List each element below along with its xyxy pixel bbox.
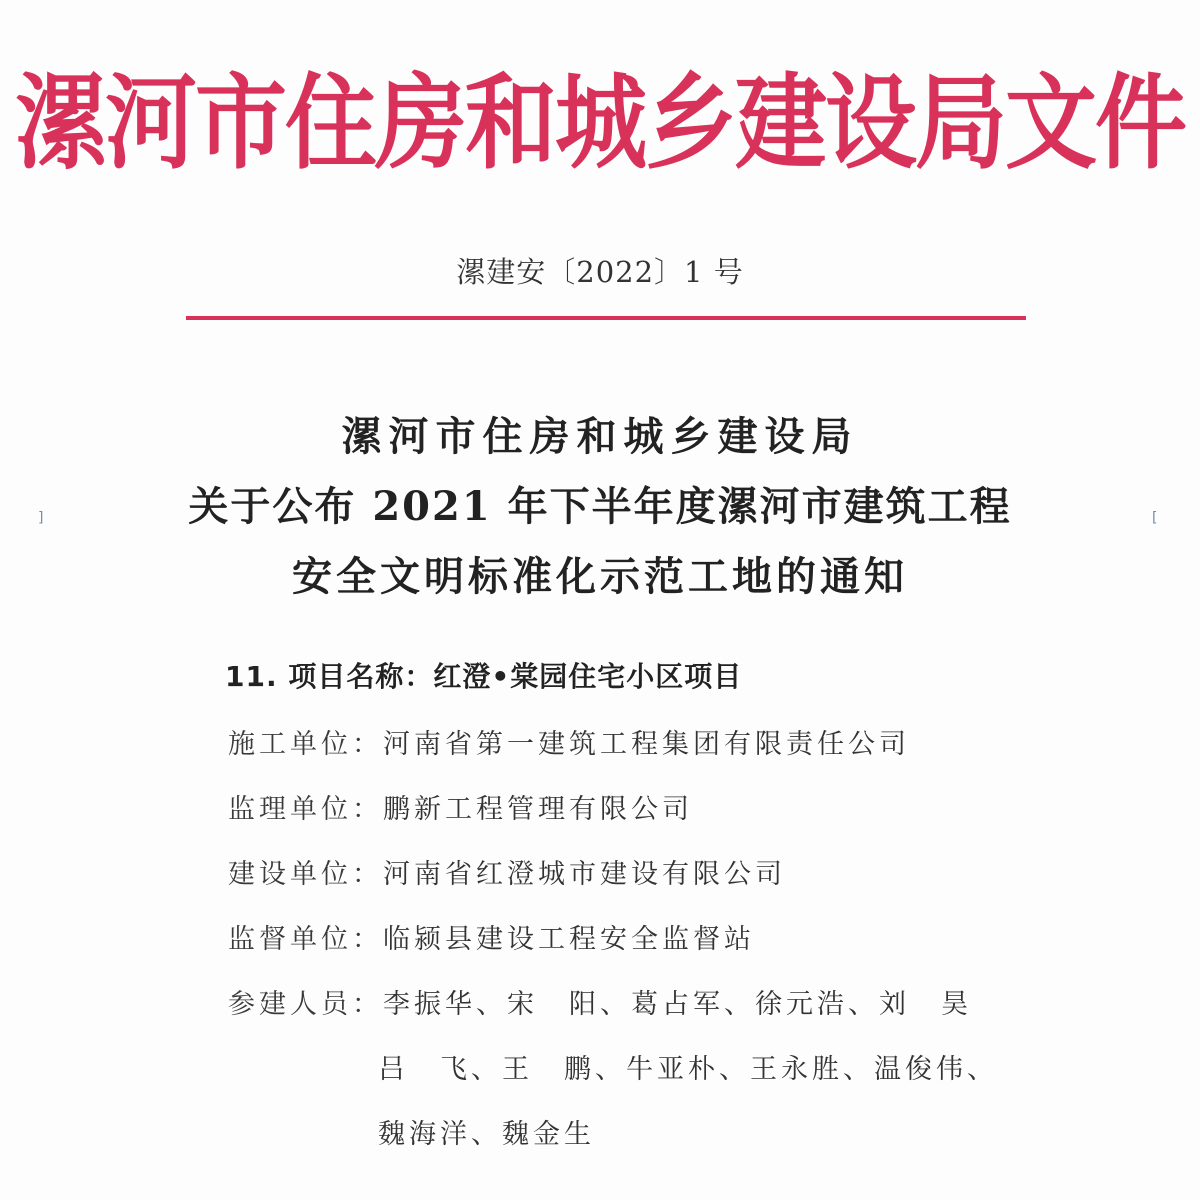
supervision-unit-value: 鹏新工程管理有限公司: [383, 794, 693, 825]
supervision-unit-label: 监理单位：: [228, 794, 383, 825]
right-margin-mark: [: [1152, 510, 1158, 526]
red-divider-line: [186, 316, 1026, 320]
personnel-line-3: 魏海洋、魏金生: [378, 1119, 595, 1150]
notice-title-line-1: 漯河市住房和城乡建设局: [341, 413, 859, 460]
construction-unit-row: [228, 722, 910, 761]
construction-unit-label: 施工单位：: [228, 729, 383, 760]
oversight-unit-row: [228, 917, 755, 956]
left-margin-mark: ]: [38, 510, 44, 526]
notice-title-line-2: 关于公布 2021 年下半年度漯河市建筑工程: [188, 483, 1012, 530]
construction-unit-value: 河南省第一建筑工程集团有限责任公司: [383, 729, 910, 760]
developer-unit-value: 河南省红澄城市建设有限公司: [383, 859, 786, 890]
masthead-title: 漯河市住房和城乡建设局文件: [14, 63, 1185, 184]
oversight-unit-label: 监督单位：: [228, 924, 383, 955]
personnel-line-2: 吕 飞、王 鹏、牛亚朴、王永胜、温俊伟、: [378, 1054, 998, 1085]
project-name-heading: 11. 项目名称：红澄•棠园住宅小区项目: [225, 660, 743, 693]
personnel-line-1: 李振华、宋 阳、葛占军、徐元浩、刘 昊: [383, 989, 972, 1020]
supervision-unit-row: [228, 787, 693, 826]
oversight-unit-value: 临颍县建设工程安全监督站: [383, 924, 755, 955]
document-number: 漯建安〔2022〕1 号: [456, 255, 744, 289]
developer-unit-row: [228, 852, 786, 891]
notice-title-line-3: 安全文明标准化示范工地的通知: [292, 553, 908, 600]
personnel-row: [228, 982, 972, 1021]
personnel-label: 参建人员：: [228, 989, 383, 1020]
developer-unit-label: 建设单位：: [228, 859, 383, 890]
